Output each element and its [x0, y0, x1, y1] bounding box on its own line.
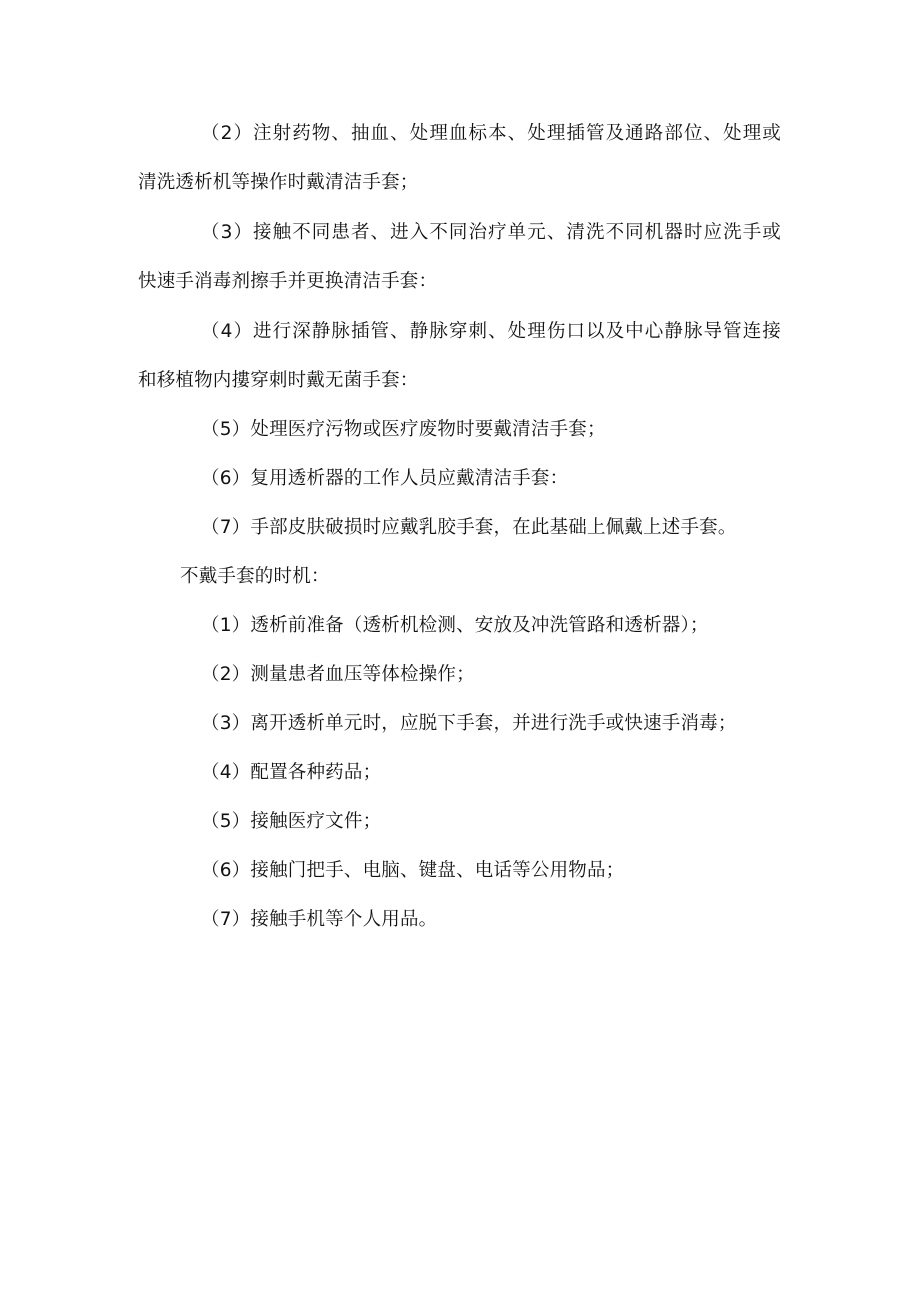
no-glove-item-7: （7）接触手机等个人用品。: [201, 909, 438, 930]
no-glove-item-2: （2）测量患者血压等体检操作；: [201, 664, 475, 685]
no-glove-item-5: （5）接触医疗文件；: [201, 811, 382, 832]
no-glove-item-1: （1）透析前准备（透析机检测、安放及冲洗管路和透析器）；: [201, 615, 709, 636]
item-5: （5）处理医疗污物或医疗废物时要戴清洁手套；: [201, 419, 606, 440]
item-2-line-1: （2）注射药物、抽血、处理血标本、处理插管及通路部位、处理或: [201, 123, 781, 144]
item-4-line-1: （4）进行深静脉插管、静脉穿刺、处理伤口以及中心静脉导管连接: [201, 321, 781, 342]
no-glove-item-4: （4）配置各种药品；: [201, 762, 382, 783]
no-glove-item-6: （6）接触门把手、电脑、键盘、电话等公用物品；: [201, 860, 625, 881]
no-glove-item-3: （3）离开透析单元时，应脱下手套，并进行洗手或快速手消毒；: [201, 713, 737, 734]
item-4-line-2: 和移植物内摟穿刺时戴无菌手套：: [138, 370, 419, 391]
item-2-line-2: 清洗透析机等操作时戴清洁手套；: [138, 172, 419, 193]
item-6: （6）复用透析器的工作人员应戴清洁手套：: [201, 468, 569, 489]
item-3-line-2: 快速手消毒剂擦手并更换清洁手套：: [138, 271, 438, 292]
not-wearing-gloves-heading: 不戴手套的时机：: [180, 566, 330, 587]
item-3-line-1: （3）接触不同患者、进入不同治疗单元、清洗不同机器时应洗手或: [201, 222, 781, 243]
item-7: （7）手部皮肤破损时应戴乳胶手套，在此基础上佩戴上述手套。: [201, 517, 737, 538]
